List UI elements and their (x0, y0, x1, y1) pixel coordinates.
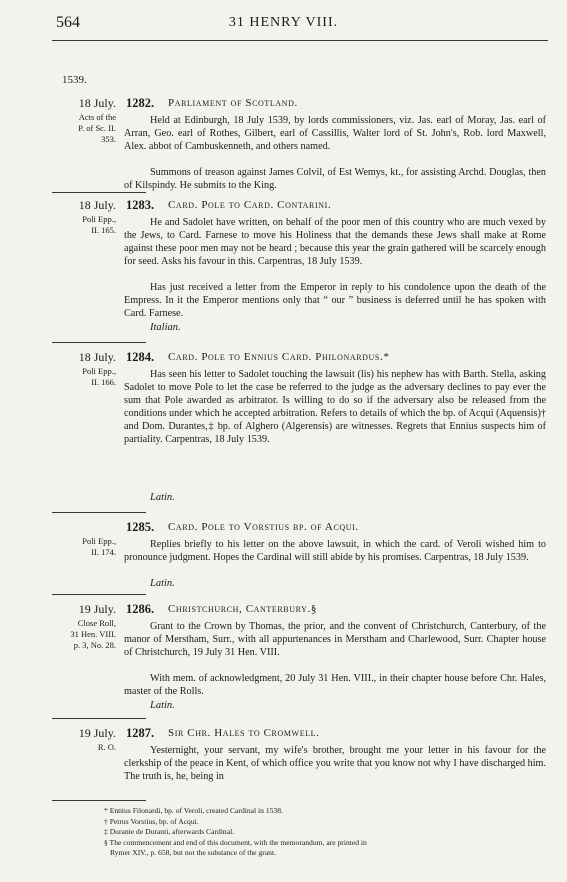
entry-date: 19 July. (78, 602, 116, 616)
source-line: 353. (101, 134, 116, 144)
source-line: Poli Epp., (82, 214, 116, 224)
source-line: 31 Hen. VIII. (70, 629, 116, 639)
year-label: 1539. (62, 74, 87, 86)
source-line: Close Roll, (77, 618, 116, 628)
footnote: ‡ Durante de Duranti, afterwards Cardinal. (104, 827, 235, 836)
entry-language: Italian. (150, 322, 181, 333)
entry-paragraph: Has just received a letter from the Emperor in reply to his condolence upon the death of the Empress. In it the Emperor mentions only that “ our ” business is deferred until he has spoken with Card. Farnese. (124, 282, 546, 319)
entry-source (54, 536, 116, 558)
entry-paragraph: Replies briefly to his letter on the above lawsuit, in which the card. of Veroli wished him to pronounce judgment. Hopes the Cardinal will still abide by his promises. Carpentras, 18 July 1539. (124, 539, 546, 563)
entry-number: 1284. (126, 350, 155, 364)
source-line: p. 3, No. 28. (73, 640, 116, 650)
source-line: Poli Epp., (82, 536, 116, 546)
source-line: II. 165. (91, 225, 116, 235)
source-line: II. 166. (91, 377, 116, 387)
page-header (0, 14, 567, 38)
entry-date: 18 July. (78, 96, 116, 110)
running-head: 31 HENRY VIII. (228, 15, 339, 30)
entry-divider (52, 512, 146, 513)
entry-paragraph: With mem. of acknowledgment, 20 July 31 Hen. VIII., in their chapter house before Chr. Hales, master of the Rolls. (124, 673, 546, 697)
entry-language: Latin. (150, 578, 175, 589)
source-line: P. of Sc. II. (78, 123, 116, 133)
source-line: Acts of the (78, 112, 116, 122)
entry-number: 1283. (126, 198, 155, 212)
entry-title: Christchurch, Canterbury.§ (168, 603, 317, 615)
entry-number: 1287. (126, 726, 155, 740)
entry-language: Latin. (150, 700, 175, 711)
entry-title: Parliament of Scotland. (168, 97, 298, 109)
entry-paragraph: He and Sadolet have written, on behalf of the poor men of this country who are much vexed by the Jews, to Card. Farnese to move his Holiness that the demands these Jews shall make at Rome against these poor men may not be heard ; because this year the grain gathered will be scarcely enough for seed. Asks his favour in this. Carpentras, 18 July 1539. (124, 217, 546, 267)
entry-title: Card. Pole to Card. Contarini. (168, 199, 332, 211)
entry-language: Latin. (150, 492, 175, 503)
entry-divider (52, 594, 146, 595)
entry-number: 1282. (126, 96, 155, 110)
entry-divider (52, 192, 146, 193)
header-rule (52, 40, 548, 41)
entry-paragraph: Held at Edinburgh, 18 July 1539, by lords commissioners, viz. Jas. earl of Moray, Jas. earl of Arran, Geo. earl of Rothes, Gilbert, earl of Cassillis, Walter lord of St. John's, Rob. lord Maxwell, Alex. abbot of Cambuskenneth, and others named. (124, 115, 546, 152)
entry-divider (52, 718, 146, 719)
entry-title: Card. Pole to Ennius Card. Philonardus.* (168, 351, 390, 363)
entry-paragraph: Grant to the Crown by Thomas, the prior, and the convent of Christchurch, Canterbury, of the manor of Merstham, Surr., with all appurtenances in Merstham and Charlewood, Surr. Chapter house of Christchurch, 19 July 31 Hen. VIII. (124, 621, 546, 658)
entry-title: Sir Chr. Hales to Cromwell. (168, 727, 320, 739)
entry-source (54, 742, 116, 753)
entry-number: 1286. (126, 602, 155, 616)
entry-source (54, 214, 116, 236)
footnote-rule (52, 800, 146, 801)
entry-title: Card. Pole to Vorstius bp. of Acqui. (168, 521, 359, 533)
entry-number: 1285. (126, 520, 155, 534)
footnotes (104, 806, 546, 859)
source-line: R. O. (97, 742, 116, 752)
footnote: Rymer XIV., p. 658, but not the substance of the grant. (110, 848, 276, 857)
source-line: Poli Epp., (82, 366, 116, 376)
entry-paragraph: Yesternight, your servant, my wife's brother, brought me your letter in his favour for the clerkship of the peace in Kent, of which office you write that you know not why I have discharged him. The truth is, he, being in (124, 745, 547, 782)
source-line: II. 174. (91, 547, 116, 557)
entry-date: 18 July. (78, 350, 116, 364)
page-number: 564 (56, 14, 80, 31)
entry-date: 18 July. (78, 198, 116, 212)
entry-date: 19 July. (78, 726, 116, 740)
entry-source (54, 618, 116, 651)
entry-source (54, 366, 116, 388)
entry-paragraph: Has seen his letter to Sadolet touching the lawsuit (lis) his nephew has with Barth. Stella, asking Sadolet to move Pole to let the case be referred to the judge as the adversary declines to pay ever the sum that Pole awarded as arbitrator. Is willing to do so if the adversary also be released from the conditions under which he accepted arbitration. Refers to details of which the bp. of Acqui (Aquensis)† and Dom. Durantes,‡ bp. of Alghero (Algerensis) are witnesses. Regrets that Ennius suspects him of partiality. Carpentras, 18 July 1539. (124, 369, 546, 445)
footnote: * Ennius Filonardi, bp. of Veroli, created Cardinal in 1538. (104, 806, 283, 815)
entry-divider (52, 342, 146, 343)
footnote: † Petrus Vorstius, bp. of Acqui. (104, 816, 199, 826)
entry-source (54, 112, 116, 145)
entry-paragraph: Summons of treason against James Colvil, of Est Wemys, kt., for assisting Archd. Douglas, then of Kilspindy. He submits to the King. (124, 167, 546, 191)
footnote: § The commencement and end of this document, with the memorandum, are printed in (104, 837, 367, 847)
